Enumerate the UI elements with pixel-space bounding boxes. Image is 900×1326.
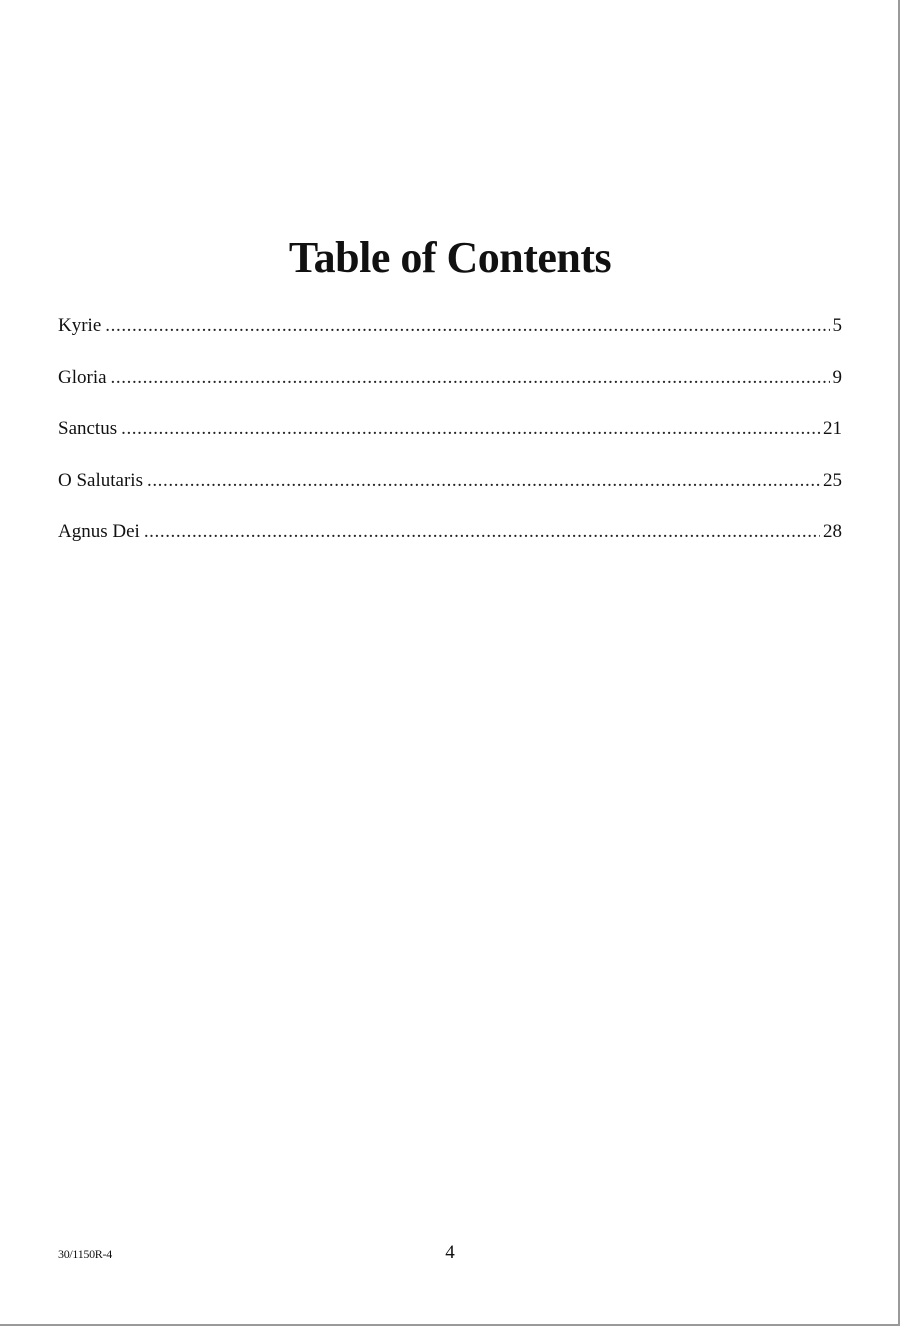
toc-entry-label: Gloria bbox=[58, 366, 107, 388]
toc-entry-page: 28 bbox=[823, 521, 842, 542]
toc-entry-label: O Salutaris bbox=[58, 469, 143, 491]
toc-entry-sanctus bbox=[58, 414, 842, 466]
toc-entry-page: 25 bbox=[823, 469, 842, 491]
dot-leader bbox=[147, 466, 820, 496]
toc-entry-page: 5 bbox=[832, 315, 842, 336]
toc-list bbox=[58, 311, 842, 569]
toc-entry-kyrie bbox=[58, 311, 842, 363]
toc-entry-gloria bbox=[58, 363, 842, 415]
page-number: 4 bbox=[445, 1242, 455, 1263]
dot-leader bbox=[144, 517, 820, 547]
dot-leader bbox=[121, 414, 820, 444]
toc-entry-o-salutaris bbox=[58, 466, 842, 518]
toc-entry-agnus-dei bbox=[58, 517, 842, 569]
toc-entry-label: Sanctus bbox=[58, 418, 118, 439]
dot-leader bbox=[105, 311, 829, 341]
toc-entry-label: Kyrie bbox=[58, 315, 102, 336]
toc-entry-label: Agnus Dei bbox=[58, 521, 140, 542]
toc-entry-page: 21 bbox=[823, 418, 842, 439]
page-title: Table of Contents bbox=[288, 233, 612, 282]
toc-entry-page: 9 bbox=[832, 366, 842, 388]
catalog-code: 30/1150R-4 bbox=[58, 1247, 112, 1261]
dot-leader bbox=[111, 363, 830, 393]
